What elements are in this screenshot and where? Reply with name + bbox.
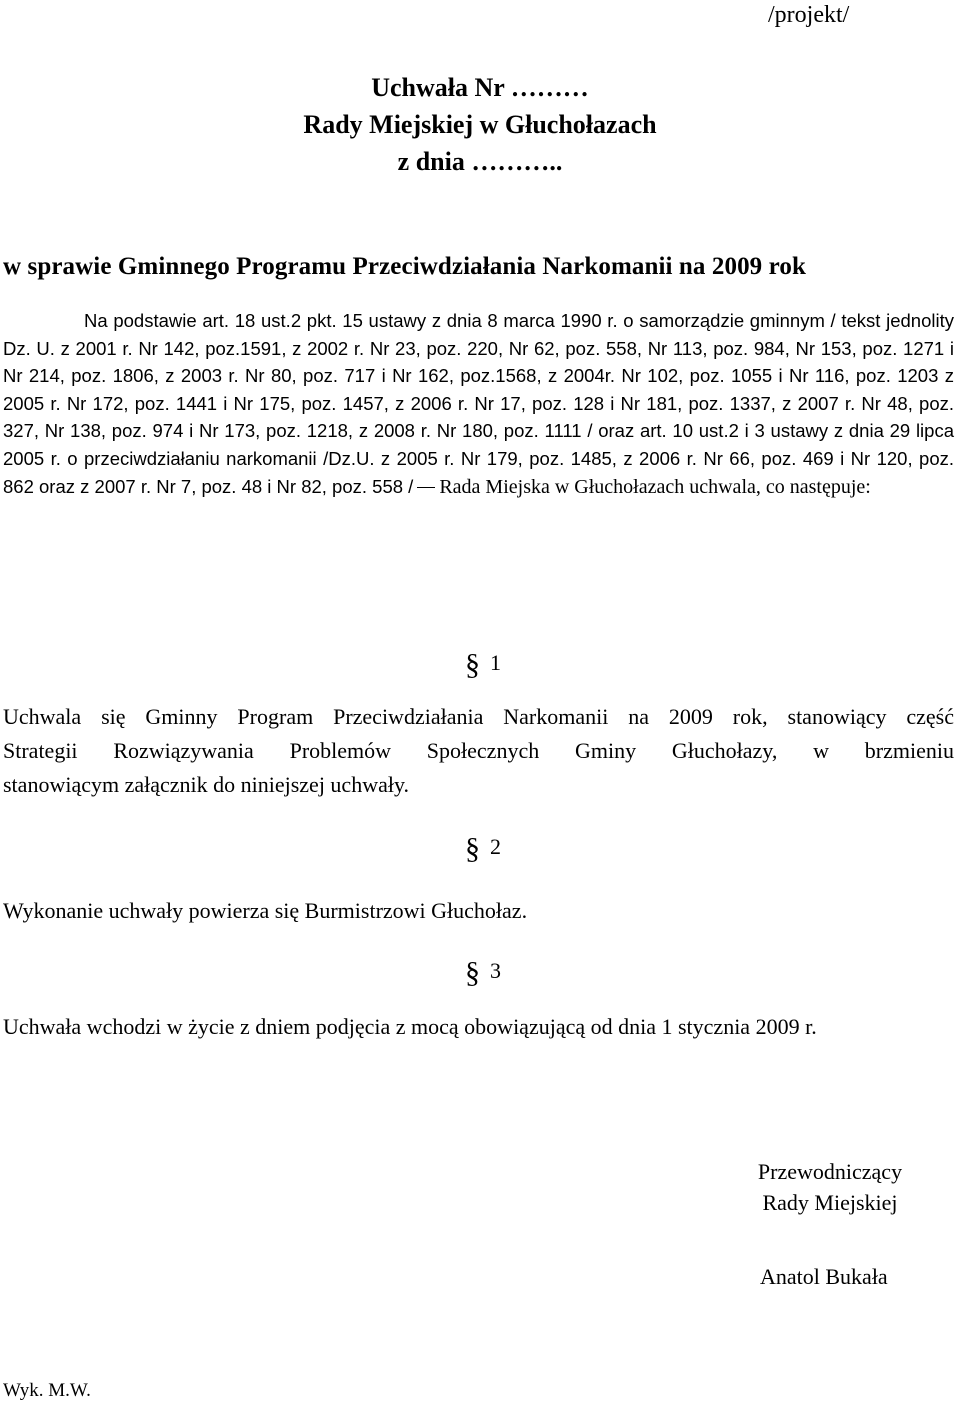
- council-name: Rady Miejskiej w Głuchołazach: [303, 110, 657, 139]
- resolution-subject: w sprawie Gminnego Programu Przeciwdziałania Narkomanii na 2009 rok: [3, 253, 806, 280]
- legal-basis: [3, 307, 954, 501]
- draft-status-label: /projekt/: [768, 2, 850, 28]
- dash-separator: [417, 487, 435, 488]
- section-number: 3: [490, 958, 501, 983]
- resolution-date: z dnia ………..: [397, 147, 563, 176]
- section-1-heading: [465, 648, 501, 682]
- legal-basis-conclusion: Rada Miejska w Głuchołazach uchwala, co następuje:: [439, 475, 871, 498]
- section-symbol: §: [465, 648, 480, 681]
- section-symbol: §: [465, 956, 480, 989]
- section-3-line-1: Uchwała wchodzi w życie z dniem podjęcia z mocą obowiązującą od dnia 1 stycznia 2009 r.: [3, 1014, 817, 1039]
- section-number: 1: [490, 650, 501, 675]
- resolution-number: Uchwała Nr ………: [371, 73, 589, 102]
- section-3-heading: [465, 956, 501, 990]
- section-number: 2: [490, 834, 501, 859]
- prepared-by-note: Wyk. M.W.: [3, 1380, 91, 1401]
- legal-basis-text: Na podstawie art. 18 ust.2 pkt. 15 ustawy z dnia 8 marca 1990 r. o samorządzie gminnym / tekst jednolity Dz. U. z 2001 r. Nr 142, poz.1591, z 2002 r. Nr 23, poz. 220, Nr 62, poz. 558, Nr 113, poz. 984, Nr 153, poz. 1271 i Nr 214, poz. 1806, z 2003 r. Nr 80, poz. 717 i Nr 162, poz.1568, z 2004r. Nr 102, poz. 1055 i Nr 116, poz. 1203 z 2005 r. Nr 172, poz. 1441 i Nr 175, poz. 1457, z 2006 r. Nr 17, poz. 128 i Nr 181, poz. 1337, z 2007 r. Nr 48, poz. 327, Nr 138, poz. 974 i Nr 173, poz. 1218, z 2008 r. Nr 180, poz. 1111 / oraz art. 10 ust.2 i 3 ustawy z dnia 29 lipca 2005 r. o przeciwdziałaniu narkomanii /Dz.U. z 2005 r. Nr 179, poz. 1485, z 2006 r. Nr 66, poz. 469 i Nr 120, poz. 862 oraz z 2007 r. Nr 7, poz. 48 i Nr 82, poz. 558 /: [3, 310, 954, 497]
- signatory-role-line-2: Rady Miejskiej: [762, 1190, 898, 1215]
- resolution-title: [230, 69, 730, 180]
- section-1-body: [3, 700, 954, 802]
- signature-block: [730, 1156, 930, 1218]
- section-1-line-3: stanowiącym załącznik do niniejszej uchwały.: [3, 772, 410, 797]
- section-2-body: [3, 894, 954, 928]
- section-1-line-2: Strategii Rozwiązywania Problemów Społecznych Gminy Głuchołazy, w brzmieniu: [3, 738, 954, 763]
- section-2-line-1: Wykonanie uchwały powierza się Burmistrzowi Głuchołaz.: [3, 898, 528, 923]
- signatory-role-line-1: Przewodniczący: [757, 1159, 903, 1184]
- section-2-heading: [465, 832, 501, 866]
- section-3-body: [3, 1010, 954, 1044]
- section-1-line-1: Uchwala się Gminny Program Przeciwdziałania Narkomanii na 2009 rok, stanowiący część: [3, 704, 954, 729]
- section-symbol: §: [465, 832, 480, 865]
- signatory-name: Anatol Bukała: [760, 1264, 888, 1289]
